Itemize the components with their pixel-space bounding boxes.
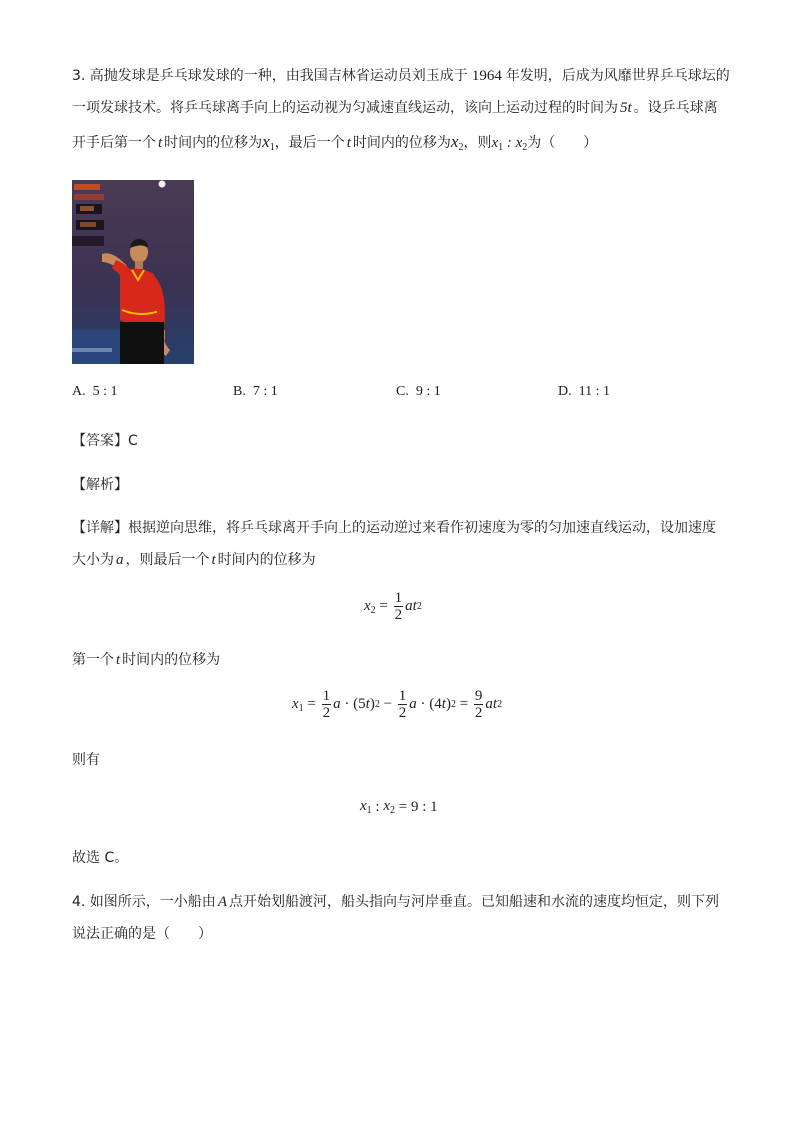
q3-year: 1964 — [471, 68, 502, 84]
q3-text: 年发明，后成为风靡世界乒乓球坛的 — [505, 68, 730, 84]
option-d[interactable] — [558, 384, 610, 400]
option-b[interactable] — [233, 384, 278, 400]
q3-line-3 — [72, 132, 724, 158]
option-c[interactable] — [396, 384, 441, 400]
detail-conclusion: 故选 C。 — [72, 850, 129, 866]
q3-text: 。设乒乓球离 — [633, 100, 718, 116]
q4-text: 点开始划船渡河，船头指向与河岸垂直。已知船速和水流的速度均恒定，则下列 — [228, 894, 719, 910]
table-tennis-player-photo — [72, 180, 194, 364]
q3-time-symbol: 5t — [620, 100, 632, 116]
detail-text: 时间内的位移为 — [217, 552, 316, 568]
detail-text: 大小为 — [72, 552, 114, 568]
answer-line — [72, 430, 138, 450]
q4-line-1 — [72, 892, 724, 912]
detail-text: 时间内的位移为 — [122, 652, 221, 668]
formula-x2: $x_2$ = $\frac{1}{2}$ at 2 — [364, 590, 422, 623]
option-a[interactable] — [72, 384, 118, 400]
option-label: B. — [233, 384, 246, 399]
q3-x2-symbol: $x_2$ — [450, 132, 464, 153]
detail-text: 根据逆向思维，将乒乓球离开手向上的运动逆过来看作初速度为零的匀加速直线运动，设加速度 — [128, 520, 716, 536]
t-symbol: t — [211, 552, 216, 568]
detail-line-1 — [72, 518, 724, 538]
option-label: A. — [72, 384, 86, 399]
table-tennis-player-illustration — [72, 180, 194, 364]
q3-line-1 — [72, 66, 730, 86]
option-label: D. — [558, 384, 572, 399]
q3-t-symbol: t — [158, 135, 163, 151]
detail-line-2 — [72, 550, 724, 570]
q3-text: ，最后一个 — [274, 135, 345, 151]
analysis-heading: 【解析】 — [72, 477, 128, 493]
q4-line-2: 说法正确的是（ ） — [72, 926, 212, 942]
q3-text: 时间内的位移为 — [352, 135, 451, 151]
detail-text: 第一个 — [72, 652, 114, 668]
t-symbol: t — [116, 652, 121, 668]
q4-point-symbol: A — [217, 894, 227, 910]
q3-text: 3. 高抛发球是乒乓球发球的一种，由我国吉林省运动员刘玉成于 — [72, 68, 468, 84]
formula-ratio: $x_1$ : $x_2$ = 9 : 1 — [360, 798, 438, 816]
detail-then-line: 则有 — [72, 752, 100, 768]
q3-text: 为（ ） — [527, 135, 598, 151]
answer-label: 【答案】 — [72, 433, 128, 449]
q3-text: 开手后第一个 — [72, 135, 156, 151]
option-value: 9 : 1 — [415, 384, 441, 399]
q3-text: 一项发球技术。将乒乓球离手向上的运动视为匀减速直线运动，该向上运动过程的时间为 — [72, 100, 618, 116]
acceleration-symbol: a — [116, 552, 124, 568]
detail-label: 【详解】 — [72, 520, 128, 536]
detail-text: ，则最后一个 — [125, 552, 210, 568]
q3-ratio-symbol: $x_1$ : $x_2$ — [491, 135, 528, 153]
option-value: 5 : 1 — [92, 384, 118, 399]
q3-x1-symbol: $x_1$ — [262, 132, 275, 153]
detail-first-t-line — [72, 650, 724, 670]
formula-x1: $x_1$ = $\frac{1}{2}$ a · (5 t ) 2 − $\frac{1}{2}$ a · (4 t ) 2 = $\frac{9}{2}$ at 2 — [292, 688, 503, 721]
option-value: 11 : 1 — [578, 384, 610, 399]
q3-line-2 — [72, 98, 724, 118]
q3-t-symbol: t — [346, 135, 351, 151]
q4-text: 4. 如图所示，一小船由 — [72, 894, 216, 910]
answer-value: C — [128, 433, 138, 449]
option-label: C. — [396, 384, 409, 399]
option-value: 7 : 1 — [252, 384, 278, 399]
q3-text: ，则 — [463, 135, 492, 151]
q3-text: 时间内的位移为 — [164, 135, 263, 151]
